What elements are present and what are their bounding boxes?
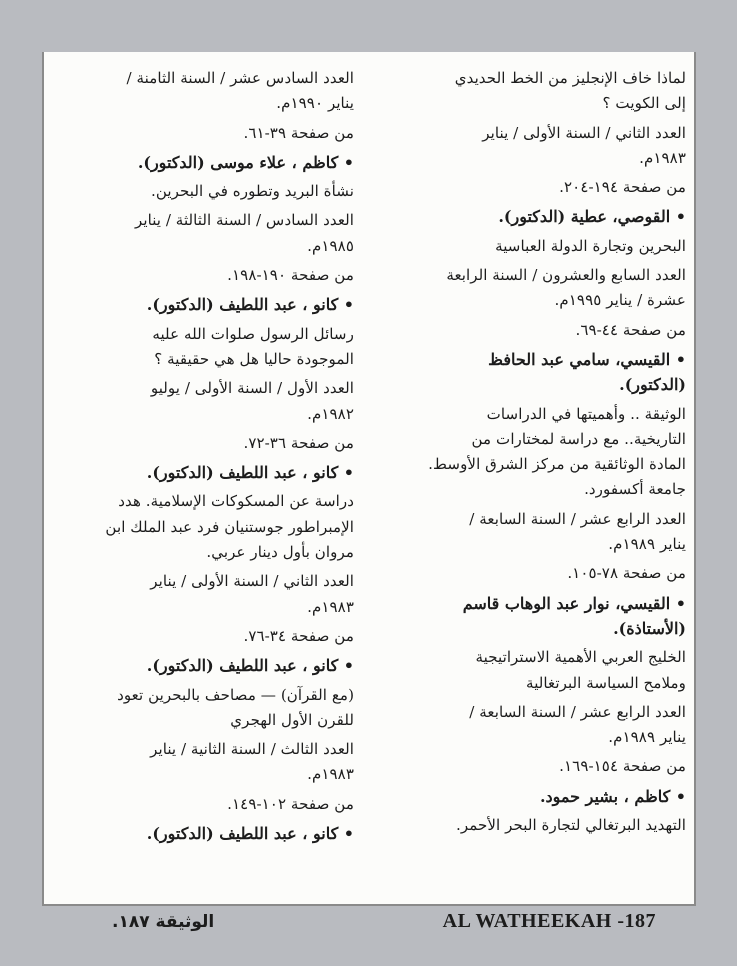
bibliography-entry: [54, 489, 354, 565]
text-line: دراسة عن المسكوكات الإسلامية. هدد: [118, 492, 354, 511]
author-entry: [386, 591, 686, 642]
text-line: يناير ١٩٨٩م.: [608, 535, 686, 554]
bibliography-entry: [386, 700, 686, 751]
text-line: من صفحة ١٠٢-١٤٩.: [227, 794, 354, 813]
text-line: الموجودة حاليا هل هي حقيقية ؟: [154, 349, 354, 368]
text-line: • كاظم ، بشير حمود.: [539, 786, 686, 806]
text-line: (الأستاذة).: [613, 618, 686, 638]
text-line: • كاظم ، علاء موسى (الدكتور).: [137, 152, 354, 172]
bibliography-entry: [386, 813, 686, 838]
left-column: [54, 66, 354, 850]
text-line: من صفحة ١٩٤-٢٠٤.: [559, 178, 686, 197]
text-line: ١٩٨٥م.: [307, 236, 354, 255]
bibliography-entry: [54, 431, 354, 456]
footer-latin-page-label: AL WATHEEKAH -187: [442, 910, 656, 932]
author-entry: [54, 821, 354, 846]
page-footer: [42, 910, 696, 940]
bibliography-entry: [54, 376, 354, 427]
bibliography-entry: [54, 179, 354, 204]
bibliography-entry: [54, 121, 354, 146]
author-entry: [54, 292, 354, 317]
text-line: من صفحة ١٩٠-١٩٨.: [227, 266, 354, 285]
text-line: ١٩٨٣م.: [639, 148, 686, 167]
text-line: من صفحة ٣٦-٧٢.: [243, 433, 354, 452]
text-line: (الدكتور).: [619, 375, 686, 395]
bibliography-entry: [54, 737, 354, 788]
text-line: ١٩٨٢م.: [307, 404, 354, 423]
text-line: العدد الثاني / السنة الأولى / يناير: [482, 123, 686, 142]
text-line: (مع القرآن) — مصاحف بالبحرين تعود: [117, 685, 354, 704]
text-line: للقرن الأول الهجري: [230, 710, 354, 729]
bibliography-entry: [386, 66, 686, 117]
text-line: عشرة / يناير ١٩٩٥م.: [554, 291, 686, 310]
text-line: العدد الرابع عشر / السنة السابعة /: [469, 702, 686, 721]
right-column: [386, 66, 686, 842]
bibliography-entry: [386, 175, 686, 200]
bibliography-entry: [54, 208, 354, 259]
bibliography-entry: [54, 322, 354, 373]
text-line: العدد السادس عشر / السنة الثامنة /: [126, 69, 354, 87]
bibliography-entry: [386, 561, 686, 586]
bibliography-entry: [386, 754, 686, 779]
text-line: الوثيقة .. وأهميتها في الدراسات: [486, 404, 686, 423]
text-line: • القوصي، عطية (الدكتور).: [498, 207, 686, 227]
text-line: العدد الثاني / السنة الأولى / يناير: [150, 572, 354, 591]
text-line: التاريخية.. مع دراسة لمختارات من: [471, 429, 686, 448]
author-entry: [54, 653, 354, 678]
bibliography-entry: [54, 792, 354, 817]
text-line: • كانو ، عبد اللطيف (الدكتور).: [146, 656, 354, 676]
bibliography-entry: [386, 318, 686, 343]
text-line: مروان بأول دينار عربي.: [206, 543, 354, 562]
bibliography-entry: [54, 66, 354, 117]
author-entry: [54, 150, 354, 175]
text-line: جامعة أكسفورد.: [584, 480, 686, 499]
text-line: من صفحة ٤٤-٦٩.: [575, 320, 686, 339]
text-line: يناير ١٩٨٩م.: [608, 728, 686, 747]
bibliography-entry: [386, 402, 686, 503]
author-entry: [54, 460, 354, 485]
text-line: العدد السادس / السنة الثالثة / يناير: [134, 211, 354, 230]
text-line: • القيسي، نوار عبد الوهاب قاسم: [462, 593, 686, 613]
bibliography-entry: [386, 121, 686, 172]
footer-arabic-page-label: الوثيقة ١٨٧.: [112, 912, 215, 932]
author-entry: [386, 784, 686, 809]
text-line: العدد الثالث / السنة الثانية / يناير: [150, 740, 354, 759]
text-line: التهديد البرتغالي لتجارة البحر الأحمر.: [456, 816, 686, 835]
text-line: نشأة البريد وتطوره في البحرين.: [151, 182, 354, 201]
bibliography-entry: [386, 645, 686, 696]
text-line: البحرين وتجارة الدولة العباسية: [495, 236, 686, 255]
text-line: الخليج العربي الأهمية الاستراتيجية: [475, 648, 686, 667]
text-line: يناير ١٩٩٠م.: [276, 94, 354, 113]
text-line: المادة الوثائقية من مركز الشرق الأوسط.: [428, 455, 686, 474]
text-line: إلى الكويت ؟: [602, 94, 686, 113]
author-entry: [386, 347, 686, 398]
text-line: • كانو ، عبد اللطيف (الدكتور).: [146, 295, 354, 315]
text-line: • القيسي، سامي عبد الحافظ: [488, 349, 686, 369]
bibliography-entry: [54, 624, 354, 649]
text-line: ١٩٨٣م.: [307, 765, 354, 784]
author-entry: [386, 204, 686, 229]
text-line: العدد الأول / السنة الأولى / يوليو: [150, 379, 354, 398]
text-line: ١٩٨٣م.: [307, 597, 354, 616]
bibliography-entry: [386, 507, 686, 558]
bibliography-entry: [54, 683, 354, 734]
text-line: من صفحة ١٥٤-١٦٩.: [559, 757, 686, 776]
bibliography-entry: [386, 234, 686, 259]
text-line: من صفحة ٧٨-١٠٥.: [567, 564, 686, 583]
text-line: الإمبراطور جوستنيان فرد عبد الملك ابن: [105, 517, 354, 536]
text-line: العدد السابع والعشرون / السنة الرابعة: [446, 266, 686, 285]
text-line: • كانو ، عبد اللطيف (الدكتور).: [146, 824, 354, 844]
bibliography-entry: [386, 263, 686, 314]
text-line: العدد الرابع عشر / السنة السابعة /: [469, 509, 686, 528]
text-line: وملامح السياسة البرتغالية: [526, 673, 686, 692]
text-line: لماذا خاف الإنجليز من الخط الحديدي: [454, 69, 686, 87]
text-line: رسائل الرسول صلوات الله عليه: [152, 324, 354, 343]
bibliography-entry: [54, 569, 354, 620]
bibliography-entry: [54, 263, 354, 288]
text-line: من صفحة ٣٤-٧٦.: [243, 626, 354, 645]
page-panel: [42, 52, 696, 906]
text-line: من صفحة ٣٩-٦١.: [243, 123, 354, 142]
text-line: • كانو ، عبد اللطيف (الدكتور).: [146, 463, 354, 483]
